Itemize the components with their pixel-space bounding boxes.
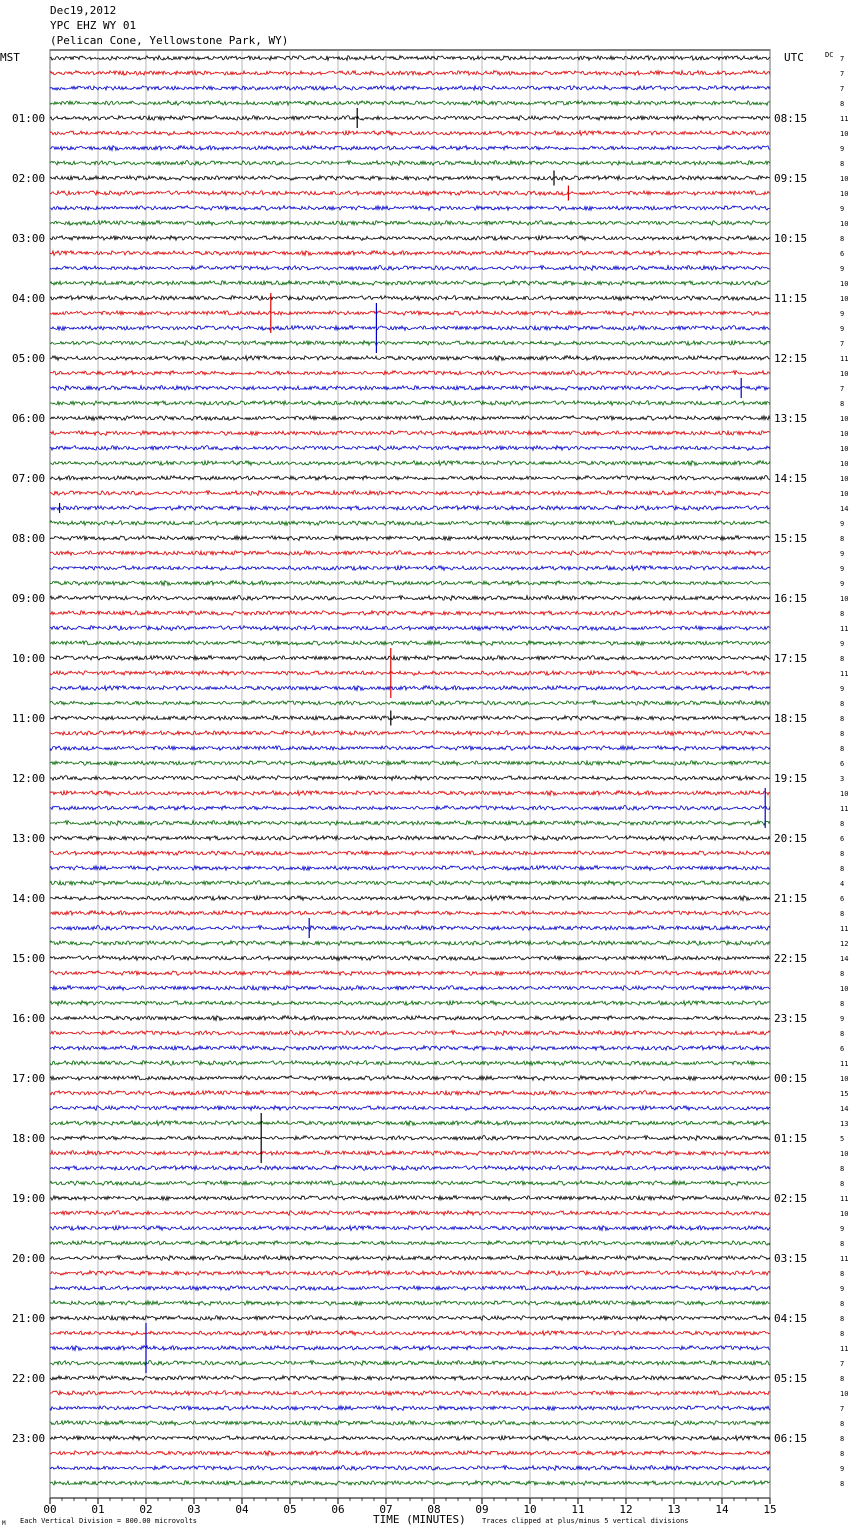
dc-offset-label: 8 [840, 820, 845, 828]
right-hour-label: 03:15 [774, 1252, 808, 1265]
left-hour-label: 04:00 [12, 292, 46, 305]
dc-offset-label: 10 [840, 475, 849, 483]
dc-offset-label: 10 [840, 790, 849, 798]
trace-line [50, 1241, 770, 1246]
dc-offset-label: 7 [840, 55, 845, 63]
right-hour-label: 15:15 [774, 532, 808, 545]
trace-line [50, 1436, 770, 1441]
trace-line [50, 1136, 770, 1141]
trace-line [50, 581, 770, 586]
trace-line [50, 941, 770, 946]
trace-line [50, 1076, 770, 1081]
dc-offset-label: 8 [840, 1000, 845, 1008]
right-hour-label: 11:15 [774, 292, 808, 305]
trace-line [50, 1151, 770, 1156]
dc-offset-label: 12 [840, 940, 849, 948]
right-hour-label: 20:15 [774, 832, 808, 845]
right-hour-label: 09:15 [774, 172, 808, 185]
dc-offset-label: 7 [840, 1360, 845, 1368]
trace-line [50, 1016, 770, 1021]
left-hour-label: 11:00 [12, 712, 46, 725]
trace-line [50, 551, 770, 556]
dc-offset-label: 11 [840, 925, 849, 933]
trace-line [50, 1046, 770, 1051]
dc-offset-label: 6 [840, 1045, 845, 1053]
dc-offset-label: 8 [840, 730, 845, 738]
dc-offset-label: 10 [840, 175, 849, 183]
trace-line [50, 866, 770, 871]
trace-line [50, 641, 770, 646]
dc-offset-label: 13 [840, 1120, 849, 1128]
left-hour-label: 21:00 [12, 1312, 46, 1325]
dc-offset-label: 11 [840, 670, 849, 678]
trace-line [50, 611, 770, 616]
dc-offset-label: 8 [840, 1435, 845, 1443]
dc-offset-label: 9 [840, 310, 845, 318]
dc-offset-label: 10 [840, 130, 849, 138]
trace-line [50, 1421, 770, 1426]
dc-offset-label: 10 [840, 1075, 849, 1083]
dc-offset-label: 9 [840, 685, 845, 693]
x-tick-label: 01 [91, 1503, 105, 1516]
trace-line [50, 521, 770, 526]
trace-line [50, 716, 770, 721]
dc-offset-label: 6 [840, 250, 845, 258]
dc-offset-label: 7 [840, 1405, 845, 1413]
trace-line [50, 326, 770, 331]
dc-offset-label: 3 [840, 775, 845, 783]
dc-offset-label: 8 [840, 1165, 845, 1173]
trace-line [50, 656, 770, 661]
trace-line [50, 911, 770, 916]
dc-offset-label: 10 [840, 1210, 849, 1218]
trace-line [50, 341, 770, 346]
x-tick-label: 15 [763, 1503, 777, 1516]
trace-line [50, 971, 770, 976]
trace-line [50, 1316, 770, 1321]
header-station: YPC EHZ WY 01 [50, 19, 137, 32]
right-timezone-label: UTC [784, 51, 804, 64]
trace-line [50, 386, 770, 391]
dc-offset-label: 7 [840, 385, 845, 393]
right-hour-label: 10:15 [774, 232, 808, 245]
trace-line [50, 176, 770, 181]
left-hour-label: 20:00 [12, 1252, 46, 1265]
left-hour-label: 05:00 [12, 352, 46, 365]
trace-line [50, 1166, 770, 1171]
trace-line [50, 371, 770, 376]
left-hour-label: 15:00 [12, 952, 46, 965]
trace-line [50, 146, 770, 151]
trace-line [50, 1406, 770, 1411]
trace-line [50, 71, 770, 76]
right-hour-label: 21:15 [774, 892, 808, 905]
dc-offset-label: 8 [840, 1315, 845, 1323]
right-hour-label: 14:15 [774, 472, 808, 485]
trace-line [50, 1286, 770, 1291]
dc-offset-label: 9 [840, 265, 845, 273]
trace-line [50, 1196, 770, 1201]
right-hour-label: 16:15 [774, 592, 808, 605]
left-hour-label: 17:00 [12, 1072, 46, 1085]
x-tick-label: 11 [571, 1503, 585, 1516]
dc-offset-label: 9 [840, 1015, 845, 1023]
scale-note: Each Vertical Division = 800.00 microvolts [20, 1517, 198, 1525]
trace-line [50, 1121, 770, 1126]
dc-offset-label: 9 [840, 325, 845, 333]
x-tick-label: 10 [523, 1503, 537, 1516]
trace-line [50, 461, 770, 466]
dc-offset-label: 8 [840, 1420, 845, 1428]
x-tick-label: 08 [427, 1503, 441, 1516]
dc-offset-label: 8 [840, 865, 845, 873]
trace-line [50, 281, 770, 286]
trace-line [50, 236, 770, 241]
x-tick-label: 02 [139, 1503, 153, 1516]
trace-line [50, 686, 770, 691]
dc-offset-label: 10 [840, 220, 849, 228]
dc-offset-label: 5 [840, 1135, 845, 1143]
trace-line [50, 1031, 770, 1036]
trace-line [50, 791, 770, 796]
trace-line [50, 626, 770, 631]
trace-line [50, 806, 770, 811]
trace-line [50, 596, 770, 601]
dc-offset-label: 6 [840, 760, 845, 768]
left-hour-label: 16:00 [12, 1012, 46, 1025]
dc-offset-label: 8 [840, 1450, 845, 1458]
trace-line [50, 1376, 770, 1381]
trace-line [50, 296, 770, 301]
dc-offset-label: 10 [840, 190, 849, 198]
dc-offset-label: 8 [840, 1240, 845, 1248]
dc-offset-label: 10 [840, 445, 849, 453]
dc-offset-label: 11 [840, 1060, 849, 1068]
trace-line [50, 821, 770, 826]
dc-offset-label: 4 [840, 880, 845, 888]
dc-offset-label: 8 [840, 100, 845, 108]
trace-line [50, 356, 770, 361]
dc-offset-label: 11 [840, 1345, 849, 1353]
trace-line [50, 1346, 770, 1351]
dc-offset-label: 15 [840, 1090, 849, 1098]
dc-offset-label: 8 [840, 1180, 845, 1188]
dc-offset-label: 14 [840, 505, 849, 513]
left-hour-label: 01:00 [12, 112, 46, 125]
dc-offset-label: 9 [840, 1465, 845, 1473]
dc-offset-label: 11 [840, 1195, 849, 1203]
x-tick-label: 13 [667, 1503, 681, 1516]
dc-offset-label: 11 [840, 805, 849, 813]
trace-line [50, 56, 770, 61]
trace-line [50, 956, 770, 961]
left-hour-label: 07:00 [12, 472, 46, 485]
right-hour-label: 19:15 [774, 772, 808, 785]
trace-line [50, 116, 770, 121]
dc-offset-label: 8 [840, 1375, 845, 1383]
dc-offset-label: 8 [840, 715, 845, 723]
dc-offset-label: 11 [840, 1255, 849, 1263]
trace-line [50, 986, 770, 991]
trace-line [50, 206, 770, 211]
dc-offset-label: 6 [840, 835, 845, 843]
x-axis-title: TIME (MINUTES) [373, 1513, 466, 1526]
right-hour-label: 00:15 [774, 1072, 808, 1085]
right-hour-label: 23:15 [774, 1012, 808, 1025]
trace-line [50, 926, 770, 931]
trace-line [50, 446, 770, 451]
dc-offset-label: 9 [840, 205, 845, 213]
dc-offset-label: 10 [840, 595, 849, 603]
trace-line [50, 536, 770, 541]
right-hour-label: 22:15 [774, 952, 808, 965]
trace-line [50, 401, 770, 406]
dc-offset-label: 8 [840, 400, 845, 408]
dc-offset-label: 11 [840, 355, 849, 363]
trace-line [50, 1226, 770, 1231]
trace-line [50, 566, 770, 571]
trace-line [50, 671, 770, 676]
trace-line [50, 761, 770, 766]
dc-offset-label: 14 [840, 955, 849, 963]
trace-line [50, 1211, 770, 1216]
trace-line [50, 191, 770, 196]
dc-offset-label: 8 [840, 610, 845, 618]
trace-line [50, 1481, 770, 1486]
x-tick-label: 00 [43, 1503, 57, 1516]
dc-offset-label: 10 [840, 415, 849, 423]
left-hour-label: 13:00 [12, 832, 46, 845]
trace-line [50, 1271, 770, 1276]
left-hour-label: 12:00 [12, 772, 46, 785]
x-tick-label: 03 [187, 1503, 201, 1516]
x-tick-label: 14 [715, 1503, 729, 1516]
trace-line [50, 506, 770, 511]
dc-offset-label: 9 [840, 1285, 845, 1293]
dc-offset-label: 10 [840, 430, 849, 438]
trace-line [50, 1391, 770, 1396]
left-hour-label: 10:00 [12, 652, 46, 665]
dc-offset-label: 9 [840, 520, 845, 528]
dc-offset-label: 8 [840, 1480, 845, 1488]
trace-line [50, 1466, 770, 1471]
trace-line [50, 1361, 770, 1366]
trace-line [50, 1301, 770, 1306]
trace-line [50, 1256, 770, 1261]
dc-offset-label: 8 [840, 910, 845, 918]
clip-note: Traces clipped at plus/minus 5 vertical divisions [482, 1517, 689, 1525]
left-hour-label: 06:00 [12, 412, 46, 425]
dc-label: DC [825, 51, 834, 59]
header-date: Dec19,2012 [50, 4, 117, 17]
dc-offset-label: 10 [840, 490, 849, 498]
right-hour-label: 01:15 [774, 1132, 808, 1145]
left-hour-label: 02:00 [12, 172, 46, 185]
right-hour-label: 05:15 [774, 1372, 808, 1385]
dc-offset-label: 8 [840, 160, 845, 168]
dc-offset-label: 8 [840, 535, 845, 543]
trace-line [50, 101, 770, 106]
right-hour-label: 08:15 [774, 112, 808, 125]
dc-offset-label: 8 [840, 850, 845, 858]
dc-offset-label: 9 [840, 550, 845, 558]
trace-line [50, 311, 770, 316]
x-tick-label: 09 [475, 1503, 489, 1516]
trace-line [50, 1001, 770, 1006]
dc-offset-label: 8 [840, 970, 845, 978]
x-tick-label: 07 [379, 1503, 393, 1516]
left-hour-label: 22:00 [12, 1372, 46, 1385]
dc-offset-label: 8 [840, 745, 845, 753]
dc-offset-label: 10 [840, 280, 849, 288]
trace-line [50, 251, 770, 256]
header-location: (Pelican Cone, Yellowstone Park, WY) [50, 34, 289, 47]
right-hour-label: 06:15 [774, 1432, 808, 1445]
dc-offset-label: 10 [840, 370, 849, 378]
dc-offset-label: 8 [840, 1330, 845, 1338]
x-tick-label: 04 [235, 1503, 249, 1516]
trace-line [50, 86, 770, 91]
trace-line [50, 131, 770, 136]
right-hour-label: 04:15 [774, 1312, 808, 1325]
axis-labels [0, 51, 848, 1527]
dc-offset-label: 7 [840, 340, 845, 348]
dc-offset-label: 8 [840, 1030, 845, 1038]
left-hour-label: 18:00 [12, 1132, 46, 1145]
right-hour-label: 02:15 [774, 1192, 808, 1205]
dc-offset-label: 14 [840, 1105, 849, 1113]
left-hour-label: 23:00 [12, 1432, 46, 1445]
trace-line [50, 491, 770, 496]
trace-line [50, 701, 770, 706]
dc-offset-label: 10 [840, 295, 849, 303]
trace-line [50, 1091, 770, 1096]
trace-line [50, 266, 770, 271]
dc-offset-label: 8 [840, 1270, 845, 1278]
trace-line [50, 1061, 770, 1066]
corner-mark: M [2, 1520, 6, 1527]
dc-offset-label: 10 [840, 1390, 849, 1398]
right-hour-label: 17:15 [774, 652, 808, 665]
left-hour-label: 19:00 [12, 1192, 46, 1205]
trace-line [50, 731, 770, 736]
trace-line [50, 1181, 770, 1186]
trace-lines [50, 56, 770, 1486]
left-hour-label: 08:00 [12, 532, 46, 545]
dc-offset-label: 11 [840, 115, 849, 123]
dc-offset-label: 10 [840, 1150, 849, 1158]
dc-offset-label: 11 [840, 625, 849, 633]
left-hour-label: 03:00 [12, 232, 46, 245]
trace-line [50, 836, 770, 841]
trace-line [50, 1451, 770, 1456]
trace-line [50, 161, 770, 166]
left-hour-label: 09:00 [12, 592, 46, 605]
trace-line [50, 476, 770, 481]
x-tick-label: 12 [619, 1503, 633, 1516]
dc-offset-label: 8 [840, 700, 845, 708]
right-hour-label: 18:15 [774, 712, 808, 725]
x-tick-label: 06 [331, 1503, 345, 1516]
dc-offset-label: 10 [840, 460, 849, 468]
trace-line [50, 776, 770, 781]
trace-line [50, 746, 770, 751]
dc-offset-label: 6 [840, 895, 845, 903]
dc-offset-label: 9 [840, 565, 845, 573]
dc-offset-label: 7 [840, 85, 845, 93]
trace-line [50, 221, 770, 226]
trace-line [50, 851, 770, 856]
dc-offset-label: 9 [840, 145, 845, 153]
x-tick-label: 05 [283, 1503, 297, 1516]
trace-line [50, 1331, 770, 1336]
right-hour-label: 12:15 [774, 352, 808, 365]
dc-offset-label: 8 [840, 235, 845, 243]
trace-line [50, 431, 770, 436]
dc-offset-label: 10 [840, 985, 849, 993]
trace-line [50, 881, 770, 886]
dc-offset-label: 9 [840, 580, 845, 588]
dc-offset-label: 9 [840, 1225, 845, 1233]
trace-line [50, 1106, 770, 1111]
dc-offset-label: 8 [840, 655, 845, 663]
dc-offset-label: 8 [840, 1300, 845, 1308]
trace-line [50, 416, 770, 421]
right-hour-label: 13:15 [774, 412, 808, 425]
left-hour-label: 14:00 [12, 892, 46, 905]
trace-line [50, 896, 770, 901]
left-timezone-label: MST [0, 51, 20, 64]
dc-offset-label: 7 [840, 70, 845, 78]
dc-offset-label: 9 [840, 640, 845, 648]
